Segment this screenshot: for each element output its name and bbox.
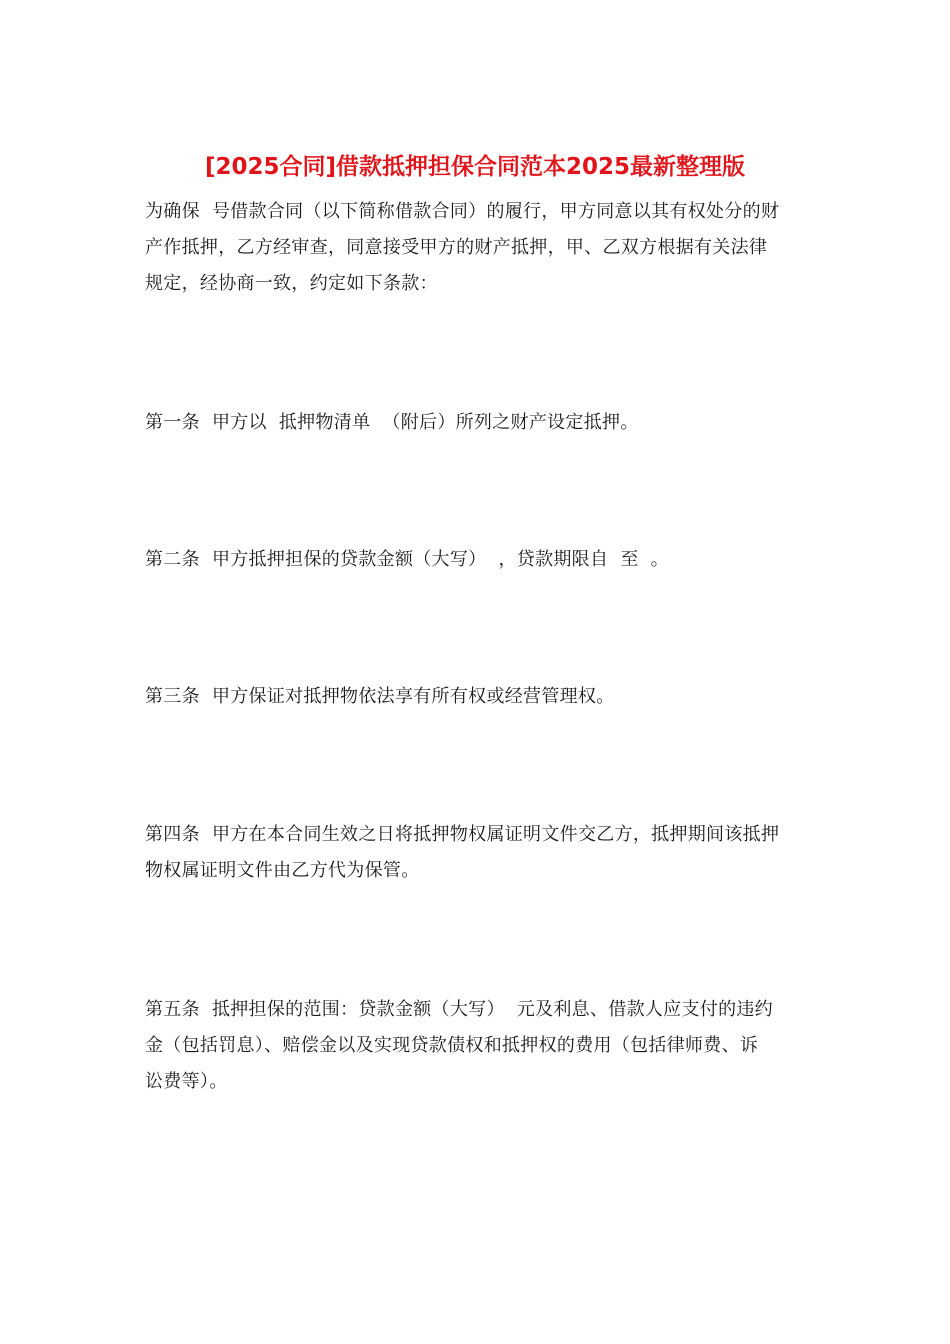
- article-2-line-1: 第二条 甲方抵押担保的贷款金额（大写） ，贷款期限自 至 。: [145, 549, 669, 570]
- intro-line-3: 规定，经协商一致，约定如下条款：: [145, 273, 438, 294]
- article-4-line-2: 物权属证明文件由乙方代为保管。: [145, 860, 420, 881]
- article-3-line-1: 第三条 甲方保证对抵押物依法享有所有权或经营管理权。: [145, 686, 615, 707]
- article-3: [145, 679, 807, 715]
- article-1: [145, 405, 807, 441]
- article-1-line-1: 第一条 甲方以 抵押物清单 （附后）所列之财产设定抵押。: [145, 412, 639, 433]
- intro-line-1: 为确保 号借款合同（以下简称借款合同）的履行，甲方同意以其有权处分的财: [145, 201, 780, 222]
- article-5-line-2: 金（包括罚息）、赔偿金以及实现贷款债权和抵押权的费用（包括律师费、诉: [145, 1035, 759, 1056]
- article-5-line-1: 第五条 抵押担保的范围：贷款金额（大写） 元及利息、借款人应支付的违约: [145, 999, 773, 1020]
- article-5: [145, 992, 807, 1100]
- intro-paragraph: [145, 194, 807, 302]
- article-4: [145, 817, 807, 889]
- article-4-line-1: 第四条 甲方在本合同生效之日将抵押物权属证明文件交乙方，抵押期间该抵押: [145, 824, 780, 845]
- intro-line-2: 产作抵押，乙方经审查，同意接受甲方的财产抵押，甲、乙双方根据有关法律: [145, 237, 768, 258]
- article-2: [145, 542, 807, 578]
- document-title: [2025合同]借款抵押担保合同范本2025最新整理版: [204, 154, 746, 180]
- article-5-line-3: 讼费等）。: [145, 1071, 228, 1092]
